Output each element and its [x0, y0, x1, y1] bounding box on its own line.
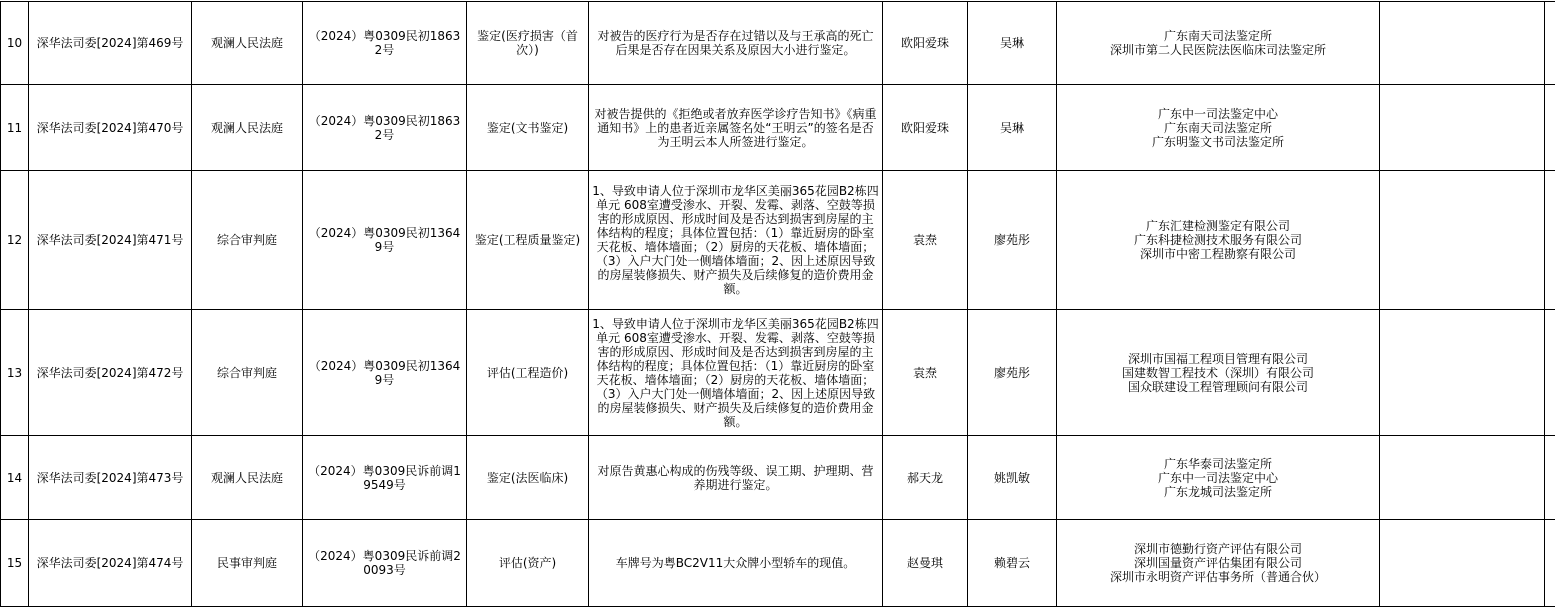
table-row[interactable]: [1, 171, 1555, 310]
institutions-cell[interactable]: [1057, 85, 1380, 171]
clerk-cell[interactable]: 廖苑彤: [968, 171, 1057, 310]
institutions-cell[interactable]: [1057, 520, 1380, 607]
institution-name: 深圳市德勤行资产评估有限公司: [1060, 542, 1376, 556]
institution-name: 深圳市中密工程勘察有限公司: [1060, 247, 1376, 261]
institution-name: 广东龙城司法鉴定所: [1060, 485, 1376, 499]
institutions-cell[interactable]: [1057, 171, 1380, 310]
institutions-cell[interactable]: [1057, 436, 1380, 520]
matter-cell[interactable]: 1、导致申请人位于深圳市龙华区美丽365花园B2栋四单元 608室遭受渗水、开裂、发霉、剥落、空鼓等损害的形成原因、形成时间及是否达到损害到房屋的主体结构的程度；具体位置包括：（1）靠近厨房的卧室天花板、墙体墙面；（2）厨房的天花板、墙体墙面；（3）入户大门处一侧墙体墙面；2、因上述原因导致的房屋装修损失、财产损失及后续修复的造价费用金额。: [589, 310, 883, 436]
row-index-cell[interactable]: 11: [1, 85, 29, 171]
matter-cell[interactable]: 车牌号为粤BC2V11大众牌小型轿车的现值。: [589, 520, 883, 607]
court-cell[interactable]: 观澜人民法庭: [192, 2, 303, 85]
matter-cell[interactable]: 对原告黄惠心构成的伤残等级、误工期、护理期、营养期进行鉴定。: [589, 436, 883, 520]
institutions-cell[interactable]: [1057, 2, 1380, 85]
clerk-cell[interactable]: 赖碧云: [968, 520, 1057, 607]
ref-number-cell[interactable]: 深华法司委[2024]第470号: [29, 85, 192, 171]
case-number-cell[interactable]: （2024）粤0309民初13649号: [303, 310, 467, 436]
institution-name: 广东中一司法鉴定中心: [1060, 471, 1376, 485]
remark-cell[interactable]: [1380, 85, 1545, 171]
judge-cell[interactable]: 郝天龙: [883, 436, 968, 520]
extra-cell[interactable]: [1545, 310, 1555, 436]
remark-cell[interactable]: [1380, 436, 1545, 520]
type-cell[interactable]: 评估(资产): [467, 520, 589, 607]
case-number-cell[interactable]: （2024）粤0309民诉前调19549号: [303, 436, 467, 520]
institution-name: 国众联建设工程管理顾问有限公司: [1060, 380, 1376, 394]
row-index-cell[interactable]: 13: [1, 310, 29, 436]
clerk-cell[interactable]: 吴琳: [968, 85, 1057, 171]
type-cell[interactable]: 鉴定(医疗损害（首次）): [467, 2, 589, 85]
court-cell[interactable]: 观澜人民法庭: [192, 85, 303, 171]
table-row[interactable]: [1, 85, 1555, 171]
ref-number-cell[interactable]: 深华法司委[2024]第469号: [29, 2, 192, 85]
case-number-cell[interactable]: （2024）粤0309民诉前调20093号: [303, 520, 467, 607]
row-index-cell[interactable]: 15: [1, 520, 29, 607]
ref-number-cell[interactable]: 深华法司委[2024]第474号: [29, 520, 192, 607]
table-row[interactable]: [1, 520, 1555, 607]
extra-cell[interactable]: [1545, 436, 1555, 520]
table-row[interactable]: [1, 310, 1555, 436]
court-cell[interactable]: 观澜人民法庭: [192, 436, 303, 520]
institution-name: 广东南天司法鉴定所: [1060, 29, 1376, 43]
judge-cell[interactable]: 赵曼琪: [883, 520, 968, 607]
institution-name: 广东明鉴文书司法鉴定所: [1060, 135, 1376, 149]
remark-cell[interactable]: [1380, 310, 1545, 436]
clerk-cell[interactable]: 廖苑彤: [968, 310, 1057, 436]
ref-number-cell[interactable]: 深华法司委[2024]第471号: [29, 171, 192, 310]
institution-name: 广东中一司法鉴定中心: [1060, 107, 1376, 121]
clerk-cell[interactable]: 吴琳: [968, 2, 1057, 85]
row-index-cell[interactable]: 12: [1, 171, 29, 310]
institution-name: 国建数智工程技术（深圳）有限公司: [1060, 366, 1376, 380]
extra-cell[interactable]: [1545, 520, 1555, 607]
extra-cell[interactable]: [1545, 85, 1555, 171]
judge-cell[interactable]: 袁焘: [883, 171, 968, 310]
institution-name: 广东科捷检测技术服务有限公司: [1060, 233, 1376, 247]
court-cell[interactable]: 综合审判庭: [192, 310, 303, 436]
judge-cell[interactable]: 欧阳爱珠: [883, 85, 968, 171]
institution-name: 深圳市第二人民医院法医临床司法鉴定所: [1060, 43, 1376, 57]
remark-cell[interactable]: [1380, 520, 1545, 607]
matter-cell[interactable]: 对被告的医疗行为是否存在过错以及与王承高的死亡后果是否存在因果关系及原因大小进行鉴定。: [589, 2, 883, 85]
ref-number-cell[interactable]: 深华法司委[2024]第472号: [29, 310, 192, 436]
remark-cell[interactable]: [1380, 2, 1545, 85]
extra-cell[interactable]: [1545, 171, 1555, 310]
case-number-cell[interactable]: （2024）粤0309民初18632号: [303, 2, 467, 85]
ref-number-cell[interactable]: 深华法司委[2024]第473号: [29, 436, 192, 520]
type-cell[interactable]: 评估(工程造价): [467, 310, 589, 436]
extra-cell[interactable]: [1545, 2, 1555, 85]
judge-cell[interactable]: 袁焘: [883, 310, 968, 436]
remark-cell[interactable]: [1380, 171, 1545, 310]
institution-name: 深圳市国福工程项目管理有限公司: [1060, 352, 1376, 366]
institution-name: 广东南天司法鉴定所: [1060, 121, 1376, 135]
matter-cell[interactable]: 1、导致申请人位于深圳市龙华区美丽365花园B2栋四单元 608室遭受渗水、开裂、发霉、剥落、空鼓等损害的形成原因、形成时间及是否达到损害到房屋的主体结构的程度；具体位置包括：（1）靠近厨房的卧室天花板、墙体墙面；（2）厨房的天花板、墙体墙面；（3）入户大门处一侧墙体墙面；2、因上述原因导致的房屋装修损失、财产损失及后续修复的造价费用金额。: [589, 171, 883, 310]
institution-name: 广东汇建检测鉴定有限公司: [1060, 219, 1376, 233]
institution-name: 深圳市永明资产评估事务所（普通合伙）: [1060, 570, 1376, 584]
row-index-cell[interactable]: 14: [1, 436, 29, 520]
clerk-cell[interactable]: 姚凯敏: [968, 436, 1057, 520]
matter-cell[interactable]: 对被告提供的《拒绝或者放弃医学诊疗告知书》《病重通知书》上的患者近亲属签名处“王明云”的签名是否为王明云本人所签进行鉴定。: [589, 85, 883, 171]
institutions-cell[interactable]: [1057, 310, 1380, 436]
type-cell[interactable]: 鉴定(文书鉴定): [467, 85, 589, 171]
case-number-cell[interactable]: （2024）粤0309民初18632号: [303, 85, 467, 171]
commission-table: [0, 1, 1555, 607]
type-cell[interactable]: 鉴定(法医临床): [467, 436, 589, 520]
row-index-cell[interactable]: 10: [1, 2, 29, 85]
table-row[interactable]: [1, 2, 1555, 85]
table-row[interactable]: [1, 436, 1555, 520]
table-body: [1, 2, 1555, 607]
case-number-cell[interactable]: （2024）粤0309民初13649号: [303, 171, 467, 310]
institution-name: 深圳国量资产评估集团有限公司: [1060, 556, 1376, 570]
judge-cell[interactable]: 欧阳爱珠: [883, 2, 968, 85]
institution-name: 广东华泰司法鉴定所: [1060, 457, 1376, 471]
type-cell[interactable]: 鉴定(工程质量鉴定): [467, 171, 589, 310]
court-cell[interactable]: 综合审判庭: [192, 171, 303, 310]
court-cell[interactable]: 民事审判庭: [192, 520, 303, 607]
